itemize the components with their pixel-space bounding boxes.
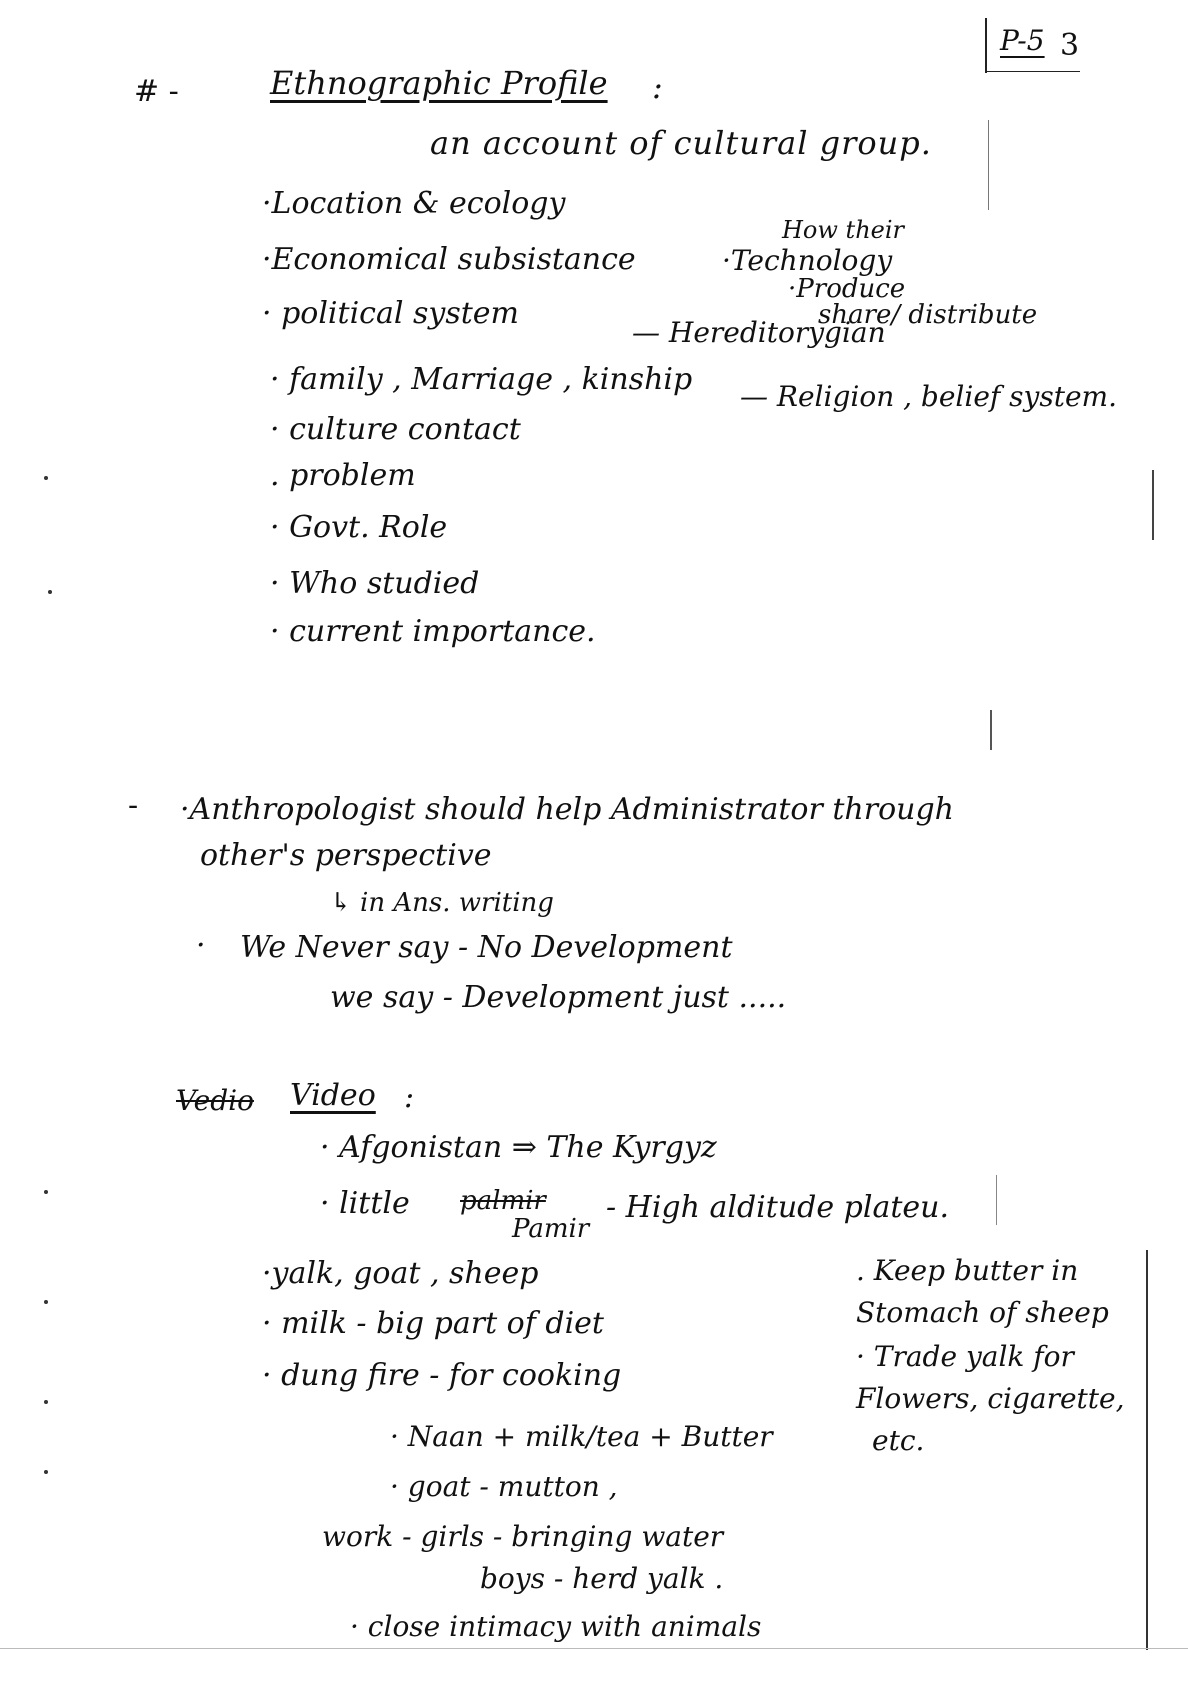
side-note: Stomach of sheep — [856, 1296, 1109, 1329]
page-subtitle: an account of cultural group. — [430, 124, 932, 162]
margin-speck — [44, 1400, 48, 1404]
list-item: · Naan + milk/tea + Butter — [390, 1420, 773, 1453]
list-item: · current importance. — [270, 614, 596, 649]
struck-word: Vedio — [176, 1084, 254, 1117]
page-title: Ethnographic Profile — [270, 64, 608, 102]
margin-speck — [44, 476, 48, 480]
heading-marker: # - — [134, 74, 179, 109]
bullet: · — [196, 928, 206, 963]
list-item: · little — [320, 1186, 410, 1221]
right-margin-line-upper — [988, 120, 989, 210]
side-note: etc. — [872, 1424, 925, 1457]
right-edge-line-short — [1152, 470, 1154, 540]
list-item: ·yalk, goat , sheep — [262, 1256, 539, 1291]
page-tag: P-5 — [1000, 24, 1045, 57]
right-margin-line-lower — [996, 1175, 997, 1225]
list-item: · Afgonistan ⇒ The Kyrgyz — [320, 1130, 717, 1165]
list-item: . problem — [270, 458, 416, 493]
struck-word: palmir — [460, 1186, 546, 1216]
page-number: 3 — [1060, 28, 1080, 63]
margin-speck — [44, 1300, 48, 1304]
section-colon: : — [404, 1080, 415, 1115]
list-item: ·Economical subsistance — [262, 242, 636, 277]
side-note: ·Technology — [722, 244, 893, 277]
bottom-edge-line — [0, 1648, 1188, 1649]
page-corner-vertical-line — [985, 18, 987, 73]
side-note: · Trade yalk for — [856, 1340, 1074, 1373]
section-title: Video — [290, 1078, 376, 1113]
paragraph-line: we say - Development just ..... — [330, 980, 787, 1015]
list-item: · close intimacy with animals — [350, 1610, 762, 1643]
list-item: ·Location & ecology — [262, 186, 566, 221]
side-note: Flowers, cigarette, — [856, 1382, 1125, 1415]
paragraph-line: ↳ in Ans. writing — [330, 888, 554, 918]
page-corner-horizontal-line — [985, 71, 1080, 72]
list-item: · dung fire - for cooking — [262, 1358, 622, 1393]
side-note: — Religion , belief system. — [740, 380, 1118, 413]
list-item: · family , Marriage , kinship — [270, 362, 693, 397]
side-note: How their — [782, 216, 905, 244]
list-item: work - girls - bringing water — [322, 1520, 724, 1553]
right-edge-line-long — [1146, 1250, 1148, 1650]
side-note: ·Produce — [788, 274, 906, 304]
margin-speck — [44, 1470, 48, 1474]
list-item: · culture contact — [270, 412, 521, 447]
list-item: boys - herd yalk . — [480, 1562, 724, 1595]
side-note: . Keep butter in — [856, 1254, 1079, 1287]
right-margin-line-mid — [990, 710, 992, 750]
list-item: · Govt. Role — [270, 510, 448, 545]
paragraph-line: ·Anthropologist should help Administrator through — [180, 792, 954, 827]
side-note: — Hereditorygian — [632, 316, 886, 349]
title-colon: : — [652, 68, 663, 106]
paragraph-line: other's perspective — [200, 838, 492, 873]
list-item: · political system — [262, 296, 519, 331]
margin-speck — [48, 590, 52, 594]
margin-speck — [44, 1190, 48, 1194]
list-item: - High alditude plateu. — [606, 1190, 949, 1225]
list-item: · milk - big part of diet — [262, 1306, 604, 1341]
section-dash: - — [128, 788, 139, 823]
list-item: · Who studied — [270, 566, 480, 601]
list-item: · goat - mutton , — [390, 1470, 618, 1503]
paragraph-line: We Never say - No Development — [240, 930, 733, 965]
correction-word: Pamir — [512, 1214, 590, 1244]
side-note: share/ distribute — [818, 300, 1038, 330]
